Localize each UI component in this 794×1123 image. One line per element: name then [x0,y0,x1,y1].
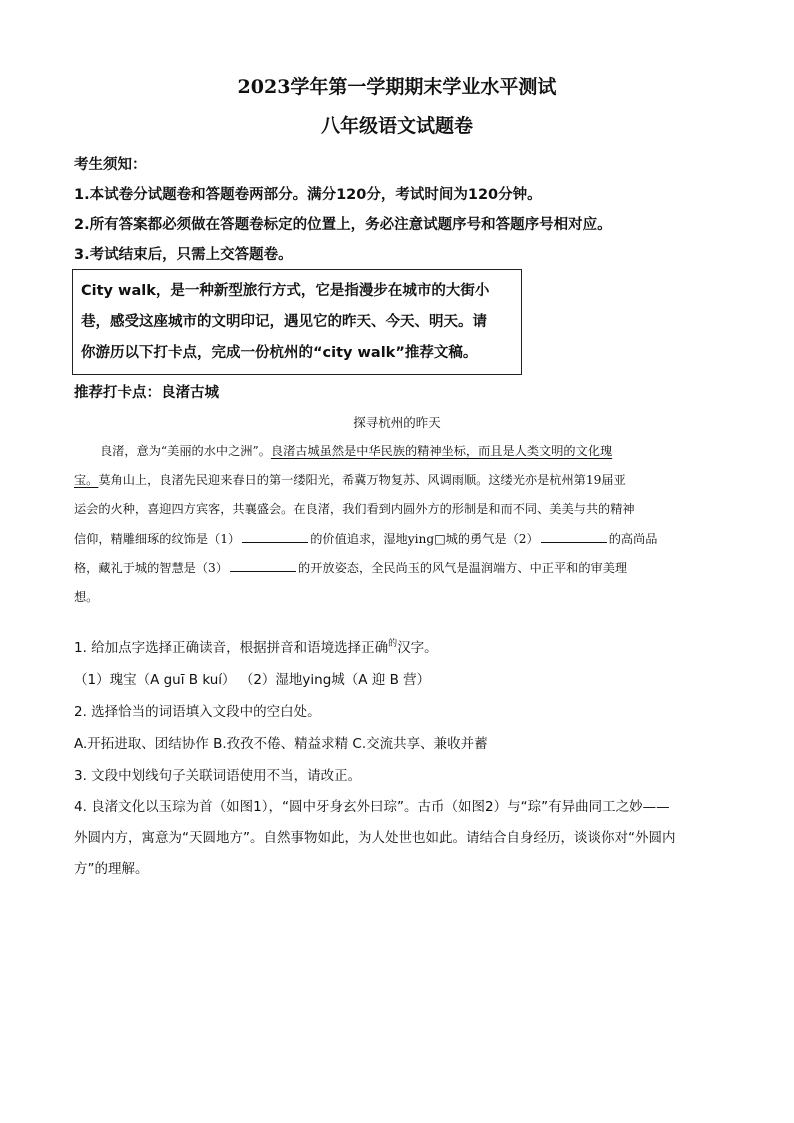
question-4 [74,792,724,885]
underlined-sentence: 良渚古城虽然是中华民族的精神坐标，而且是人类文明的文化瑰 [270,444,613,458]
question-1-text: 1. 给加点字选择正确读音，根据拼音和语境选择正确 [74,640,389,656]
questions [74,628,724,885]
exam-title: 2023学年第一学期期末学业水平测试 [237,76,557,98]
question-4-line: 方”的理解。 [74,861,149,877]
passage-line [74,525,724,554]
passage-line: 想。 [74,589,99,604]
underlined-sentence-end: 宝。 [74,473,99,488]
question-1-text-end: 汉字。 [397,640,438,656]
passage-line [74,554,724,583]
question-4-line: 4. 良渚文化以玉琮为首（如图1），“圆中牙身玄外曰琮”。古币（如图2）与“琮”有异曲同工之妙—— [74,799,670,815]
task-line: 巷，感受这座城市的文明印记，遇见它的昨天、今天、明天。请 [81,314,487,330]
note-item: 2.所有答案都必须做在答题卷标定的位置上，务必注意试题序号和答题序号相对应。 [74,217,612,233]
exam-subtitle: 八年级语文试题卷 [320,115,473,137]
candidate-notes [74,150,734,270]
notes-heading: 考生须知： [74,157,147,173]
passage-text: 信仰，精雕细琢的纹饰是（1） [74,531,241,546]
passage-line [74,466,724,495]
question-2: 2. 选择恰当的词语填入文段中的空白处。 [74,704,321,720]
passage-text: 的价值追求，湿地ying□城的勇气是（2） [310,531,539,546]
task-line: City walk，是一种新型旅行方式，它是指漫步在城市的大街小 [81,283,490,299]
passage [74,437,724,612]
passage-line: 运会的火种，喜迎四方宾客，共襄盛会。在良渚，我们看到内圆外方的形制是和而不同、美美与共的精神 [74,502,635,517]
task-box [72,269,522,375]
checkpoint-heading: 推荐打卡点：良渚古城 [74,385,219,401]
question-1-options: （1）瑰宝（A guī B kuí） （2）湿地ying城（A 迎 B 营） [74,672,431,688]
task-line: 你游历以下打卡点，完成一份杭州的“city walk”推荐文稿。 [81,345,478,361]
passage-text: 格，藏礼于城的智慧是（3） [74,560,229,575]
passage-text: 莫角山上，良渚先民迎来春日的第一缕阳光，希冀万物复苏、风调雨顺。这缕光亦是杭州第19届亚 [98,473,626,488]
answer-blank-2[interactable] [541,529,607,543]
passage-text: 的开放姿态，全民尚玉的风气是温润端方、中正平和的审美理 [298,560,628,575]
note-item: 1.本试卷分试题卷和答题卷两部分。满分120分，考试时间为120分钟。 [74,187,542,203]
passage-text: 的高尚品 [608,531,658,546]
answer-blank-3[interactable] [230,558,296,572]
question-1 [74,628,724,664]
passage-text: 良渚，意为“美丽的水中之洲”。 [100,444,271,458]
answer-blank-1[interactable] [242,529,308,543]
question-2-options: A.开拓进取、团结协作 B.孜孜不倦、精益求精 C.交流共享、兼收并蓄 [74,736,488,752]
passage-title: 探寻杭州的昨天 [353,415,441,430]
question-3: 3. 文段中划线句子关联词语使用不当，请改正。 [74,768,362,784]
question-4-line: 外圆内方，寓意为“天圆地方”。自然事物如此，为人处世也如此。请结合自身经历，谈谈你对“外圆内 [74,830,676,846]
passage-line [74,437,724,466]
stray-char: 的 [388,639,398,649]
note-item: 3.考试结束后，只需上交答题卷。 [74,247,293,263]
